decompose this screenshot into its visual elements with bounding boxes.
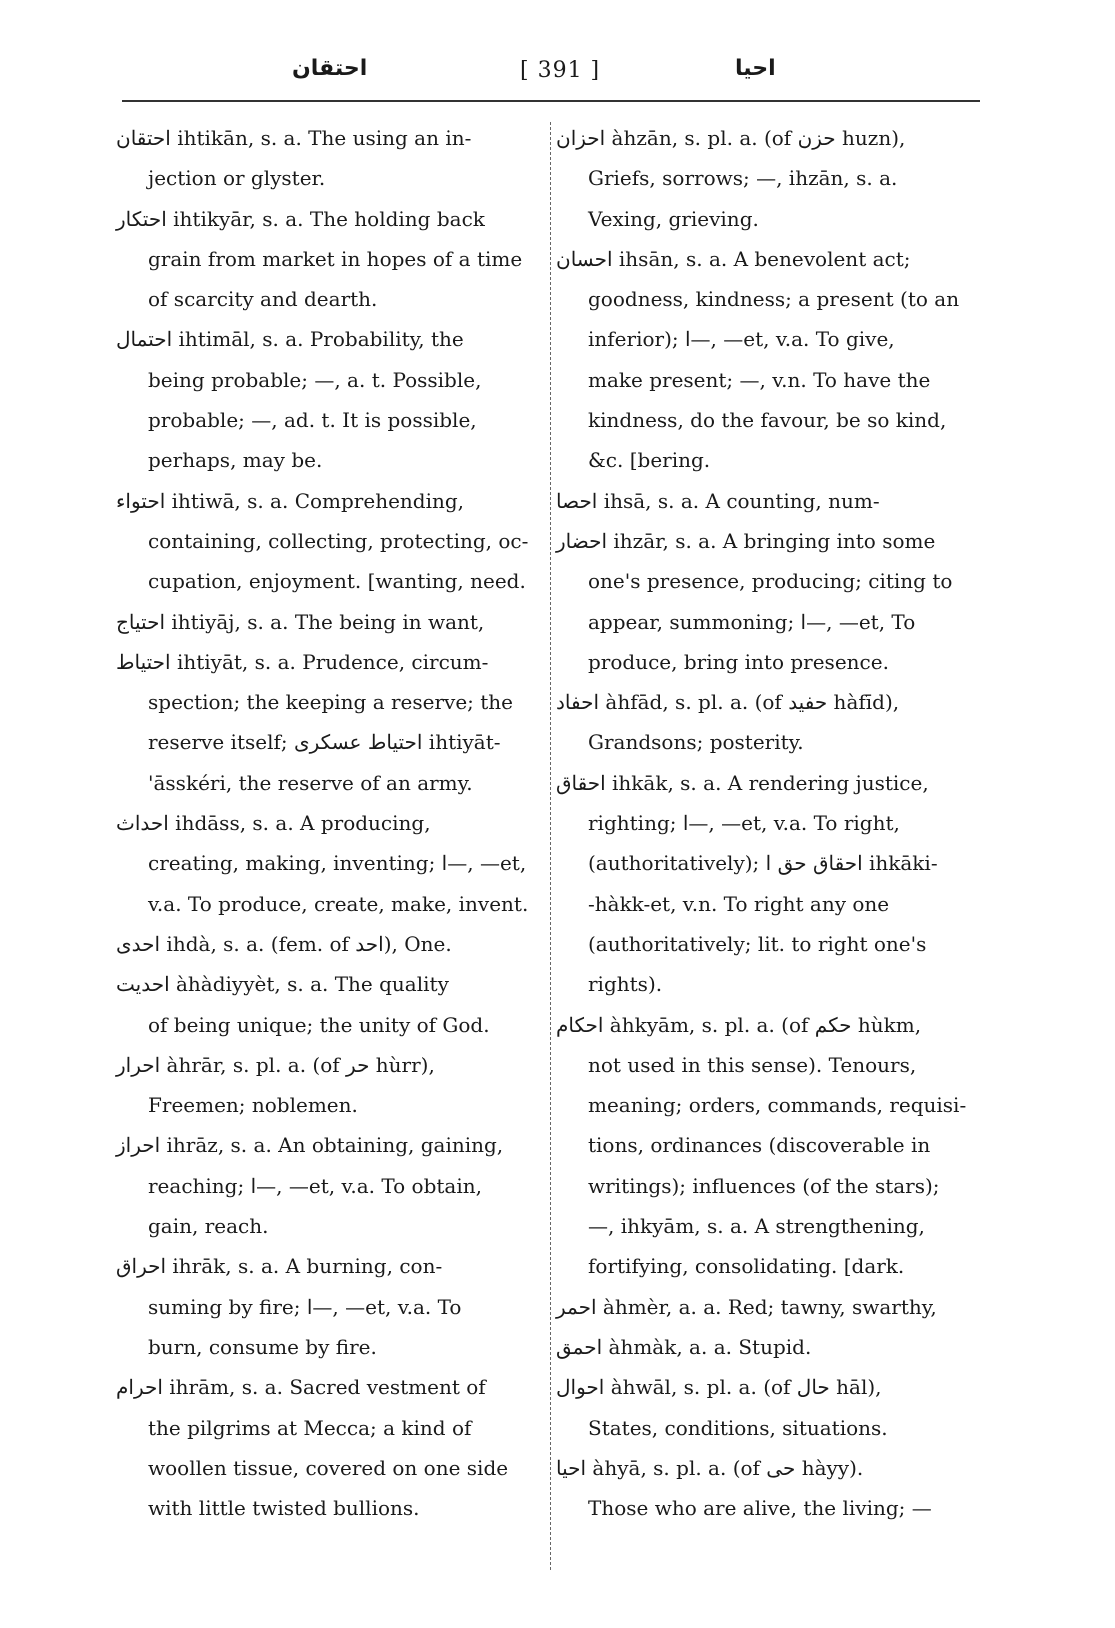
entry-headline: احزان àhzān, s. pl. a. (of حزن huzn), [556,126,906,150]
entry-line: gain, reach. [148,1214,269,1239]
dictionary-entry [556,1367,970,1448]
dictionary-entry [556,682,970,763]
running-head-right: احيا [735,56,776,81]
dictionary-entry [556,763,970,1005]
dictionary-entry [556,1327,970,1367]
entry-line: meaning; orders, commands, requisi- [588,1093,967,1118]
entry-line: reserve itself; احتیاط عسکری ihtiyāt- [148,730,501,755]
entry-line: grain from market in hopes of a time [148,246,523,271]
entry-headline: احمر àhmèr, a. a. Red; tawny, swarthy, [556,1294,937,1319]
entry-line: States, conditions, situations. [588,1415,888,1440]
entry-line: jection or glyster. [148,166,326,191]
dictionary-entry [556,118,970,239]
entry-headline: احدیت àhàdiyyèt, s. a. The quality [116,972,449,997]
entry-line: with little twisted bullions. [148,1496,420,1521]
entry-headline: احدی ihdà, s. a. (fem. of احد), One. [116,931,452,956]
entry-line: being probable; —, a. t. Possible, [148,367,482,392]
dictionary-entry [116,319,533,480]
entry-line: &c. [bering. [588,448,711,473]
dictionary-entry [556,1287,970,1327]
entry-line: Freemen; noblemen. [148,1093,358,1118]
entry-line: probable; —, ad. t. It is possible, [148,408,477,433]
dictionary-entry [556,481,970,521]
entry-headline: احتقان ihtikān, s. a. The using an in- [116,126,472,150]
entry-line: suming by fire; ا—, —et, v.a. To [148,1294,462,1319]
entry-line: cupation, enjoyment. [wanting, need. [148,569,526,594]
entry-line: fortifying, consolidating. [dark. [588,1254,905,1279]
entry-headline: احوال àhwāl, s. pl. a. (of حال hāl), [556,1375,882,1400]
entry-line: one's presence, producing; citing to [588,569,953,594]
entry-line: perhaps, may be. [148,448,323,473]
entry-headline: احتیاج ihtiyāj, s. a. The being in want, [116,609,485,634]
entry-line: the pilgrims at Mecca; a kind of [148,1415,472,1440]
dictionary-entry [116,481,533,602]
entry-headline: احرار àhrār, s. pl. a. (of حر hùrr), [116,1052,435,1077]
entry-line: reaching; ا—, —et, v.a. To obtain, [148,1173,482,1198]
entry-line: containing, collecting, protecting, oc- [148,528,529,553]
dictionary-entry [556,1448,970,1529]
column-divider [550,122,551,1570]
entry-line: Grandsons; posterity. [588,730,804,755]
dictionary-entry [116,602,533,642]
page-number: [ 391 ] [520,58,601,83]
entry-headline: احقاق ihkāk, s. a. A rendering justice, [556,770,929,795]
entry-line: (authoritatively); احقاق حق ا ihkāki- [588,851,938,876]
dictionary-entry [116,803,533,924]
running-head-left: احتقان [292,56,368,81]
entry-line: tions, ordinances (discoverable in [588,1133,931,1158]
entry-line: inferior); ا—, —et, v.a. To give, [588,327,895,352]
entry-headline: احراق ihrāk, s. a. A burning, con- [116,1254,443,1279]
dictionary-entry [556,239,970,481]
entry-line: of scarcity and dearth. [148,287,378,312]
entry-line: Vexing, grieving. [588,206,759,231]
entry-line: not used in this sense). Tenours, [588,1052,917,1077]
entry-headline: احتیاط ihtiyāt, s. a. Prudence, circum- [116,649,489,674]
entry-line: v.a. To produce, create, make, invent. [148,891,529,916]
page-header [120,52,980,98]
entry-headline: احضار ihzār, s. a. A bringing into some [556,528,936,553]
dictionary-entry [116,642,533,803]
entry-line: produce, bring into presence. [588,649,889,674]
entry-line: rights). [588,972,663,997]
entry-headline: احتواء ihtiwā, s. a. Comprehending, [116,488,465,513]
dictionary-entry [116,1367,533,1528]
dictionary-entry [116,964,533,1045]
entry-headline: احکام àhkyām, s. pl. a. (of حکم hùkm, [556,1012,922,1037]
entry-line: woollen tissue, covered on one side [148,1455,509,1480]
entry-line: appear, summoning; ا—, —et, To [588,609,916,634]
entry-line: Griefs, sorrows; —, ihzān, s. a. [588,166,898,191]
entry-headline: احسان ihsān, s. a. A benevolent act; [556,246,911,271]
entry-headline: احرام ihrām, s. a. Sacred vestment of [116,1375,486,1400]
entry-headline: احمق àhmàk, a. a. Stupid. [556,1334,812,1359]
dictionary-entry [116,924,533,964]
dictionary-entry [116,1045,533,1126]
entry-headline: احتکار ihtikyār, s. a. The holding back [116,206,485,231]
entry-line: burn, consume by fire. [148,1334,377,1359]
dictionary-entry [116,118,533,199]
entry-headline: احصا ihsā, s. a. A counting, num- [556,488,880,513]
entry-line: goodness, kindness; a present (to an [588,287,960,312]
dictionary-entry [116,1246,533,1367]
entry-line: righting; ا—, —et, v.a. To right, [588,811,900,836]
entry-line: 'āsskéri, the reserve of an army. [148,770,473,795]
entry-line: make present; —, v.n. To have the [588,367,931,392]
right-column [556,118,970,1528]
entry-line: (authoritatively; lit. to right one's [588,931,927,956]
entry-headline: احفاد àhfād, s. pl. a. (of حفید hàfīd), [556,690,900,715]
entry-line: —, ihkyām, s. a. A strengthening, [588,1214,925,1239]
entry-headline: احتمال ihtimāl, s. a. Probability, the [116,327,464,352]
entry-line: spection; the keeping a reserve; the [148,690,514,715]
entry-line: of being unique; the unity of God. [148,1012,490,1037]
entry-headline: احراز ihrāz, s. a. An obtaining, gaining, [116,1133,504,1158]
dictionary-entry [556,521,970,682]
entry-headline: احداث ihdāss, s. a. A producing, [116,811,431,836]
entry-line: -hàkk-et, v.n. To right any one [588,891,890,916]
dictionary-entry [116,1125,533,1246]
dictionary-entry [556,1005,970,1287]
header-rule [122,100,980,102]
entry-line: kindness, do the favour, be so kind, [588,408,947,433]
dictionary-entry [116,199,533,320]
left-column [116,118,533,1528]
entry-headline: احیا àhyā, s. pl. a. (of حی hàyy). [556,1455,864,1480]
entry-line: writings); influences (of the stars); [588,1173,940,1198]
entry-line: Those who are alive, the living; — [588,1496,932,1521]
entry-line: creating, making, inventing; ا—, —et, [148,851,527,876]
